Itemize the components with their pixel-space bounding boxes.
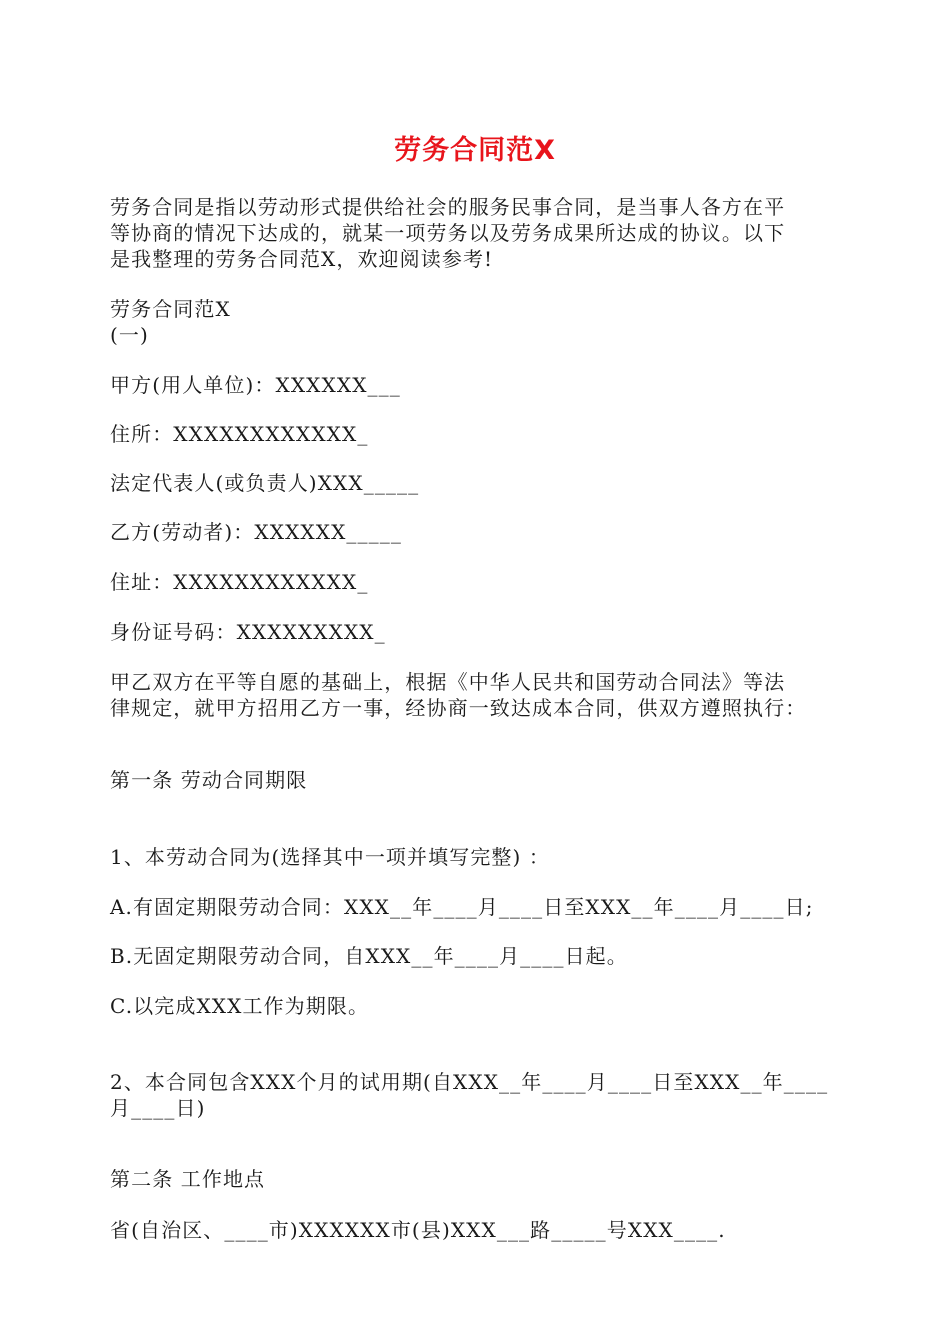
intro-line-3: 是我整理的劳务合同范X，欢迎阅读参考!: [110, 247, 494, 271]
intro-line-2: 等协商的情况下达成的，就某一项劳务以及劳务成果所达成的协议。以下: [110, 221, 786, 245]
party-b-address-field: 住址：XXXXXXXXXXXX_: [110, 570, 369, 594]
work-location-field: 省(自治区、____市)XXXXXX市(县)XXX___路_____号XXX____.: [110, 1218, 726, 1242]
clause-2-line-1: 2、本合同包含XXX个月的试用期(自XXX__年____月____日至XXX__年____: [110, 1070, 829, 1094]
id-number-field: 身份证号码：XXXXXXXXX_: [110, 620, 386, 644]
party-b-field: 乙方(劳动者)：XXXXXX_____: [110, 520, 402, 544]
option-c: C.以完成XXX工作为期限。: [110, 994, 370, 1018]
clause-2-line-2: 月____日): [110, 1096, 206, 1120]
clause-1: 1、本劳动合同为(选择其中一项并填写完整) ：: [110, 845, 550, 869]
document-title: 劳务合同范X: [394, 135, 556, 166]
section-number: (一): [110, 323, 149, 347]
legal-representative-field: 法定代表人(或负责人)XXX_____: [110, 471, 420, 495]
agreement-line-1: 甲乙双方在平等自愿的基础上，根据《中华人民共和国劳动合同法》等法: [110, 670, 786, 694]
article-2-heading: 第二条 工作地点: [110, 1167, 266, 1191]
contract-subtitle: 劳务合同范X: [110, 297, 231, 321]
party-a-address-field: 住所：XXXXXXXXXXXX_: [110, 422, 369, 446]
intro-line-1: 劳务合同是指以劳动形式提供给社会的服务民事合同，是当事人各方在平: [110, 195, 786, 219]
option-b: B.无固定期限劳动合同，自XXX__年____月____日起。: [110, 944, 628, 968]
agreement-line-2: 律规定，就甲方招用乙方一事，经协商一致达成本合同，供双方遵照执行：: [110, 696, 807, 720]
article-1-heading: 第一条 劳动合同期限: [110, 768, 308, 792]
option-a: A.有固定期限劳动合同：XXX__年____月____日至XXX__年____月____日;: [110, 895, 814, 919]
party-a-field: 甲方(用人单位)：XXXXXX___: [110, 373, 401, 397]
